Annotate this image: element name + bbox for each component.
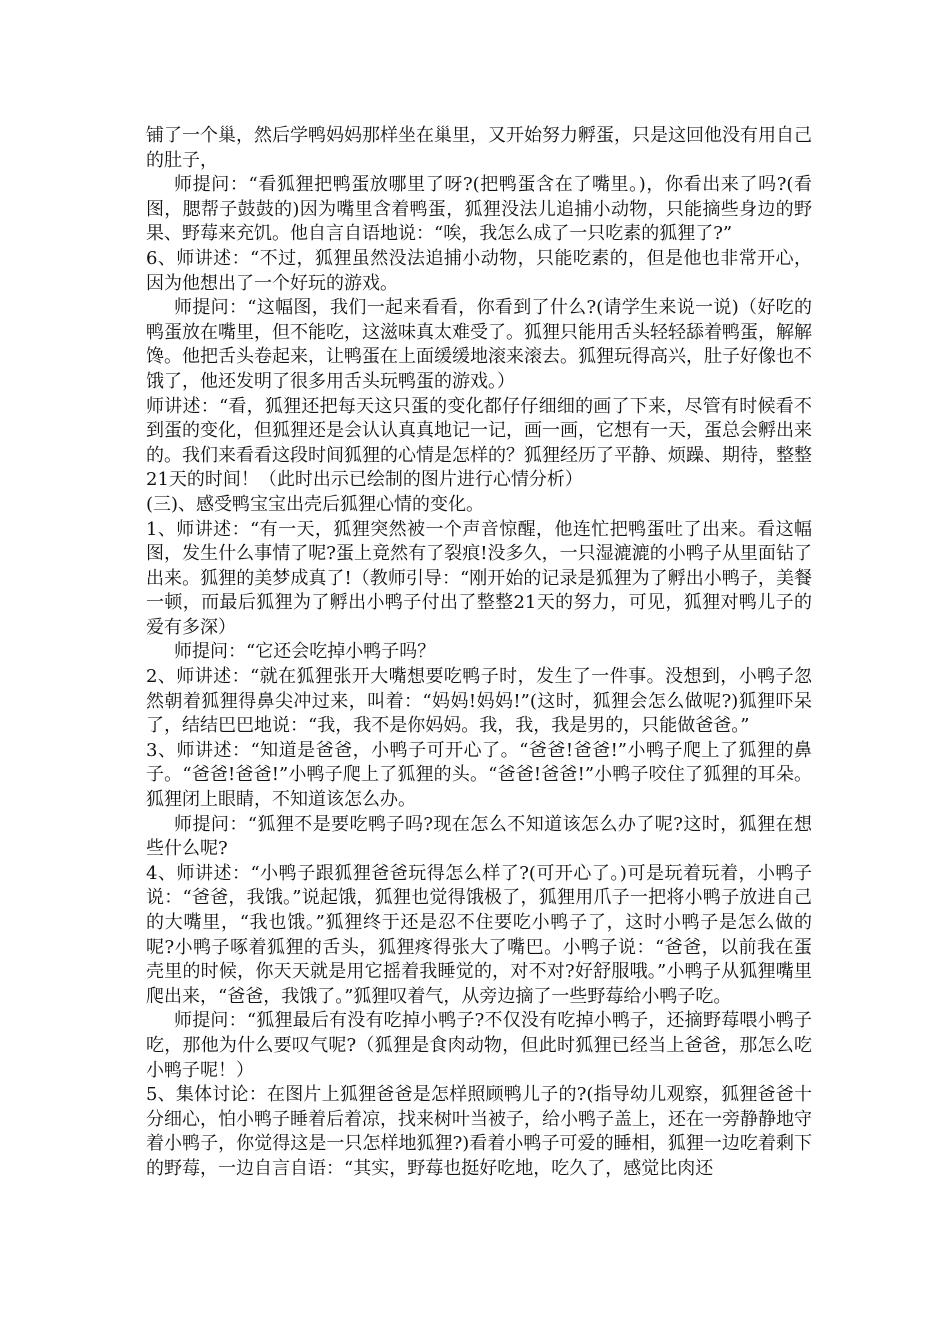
paragraph-13: 师提问：“狐狸最后有没有吃掉小鸭子?不仅没有吃掉小鸭子，还摘野莓喂小鸭子吃，那他为什么要叹气呢?（狐狸是食肉动物，但此时狐狸已经当上爸爸，那怎么吃小鸭子呢！） [146,1010,812,1081]
paragraph-7: 1、师讲述：“有一天，狐狸突然被一个声音惊醒，他连忙把鸭蛋吐了出来。看这幅图，发生什么事情了呢?蛋上竟然有了裂痕!没多久，一只湿漉漉的小鸭子从里面钻了出来。狐狸的美梦成真了!（教师引导：“刚开始的记录是狐狸为了孵出小鸭子，美餐一顿，而最后狐狸为了孵出小鸭子付出了整整21天的努力，可见，狐狸对鸭儿子的爱有多深） [146,518,812,638]
paragraph-10: 3、师讲述：“知道是爸爸，小鸭子可开心了。“爸爸!爸爸!”小鸭子爬上了狐狸的鼻子。“爸爸!爸爸!”小鸭子爬上了狐狸的头。“爸爸!爸爸!”小鸭子咬住了狐狸的耳朵。狐狸闭上眼睛，不知道该怎么办。 [146,739,812,811]
paragraph-8: 师提问：“它还会吃掉小鸭子吗？ [174,641,436,663]
paragraph-1: 铺了一个巢，然后学鸭妈妈那样坐在巢里，又开始努力孵蛋，只是这回他没有用自己的肚子， [146,125,812,171]
paragraph-3: 6、师讲述：“不过，狐狸虽然没法追捕小动物，只能吃素的，但是他也非常开心，因为他想出了一个好玩的游戏。 [146,247,812,294]
paragraph-2: 师提问：“看狐狸把鸭蛋放哪里了呀?(把鸭蛋含在了嘴里。)，你看出来了吗?(看图，腮帮子鼓鼓的)因为嘴里含着鸭蛋，狐狸没法儿追捕小动物，只能摘些身边的野果、野莓来充饥。他自言自语地说：“唉，我怎么成了一只吃素的狐狸了?” [146,174,812,245]
paragraph-11: 师提问：“狐狸不是要吃鸭子吗?现在怎么不知道该怎么办了呢?这时，狐狸在想些什么呢? [146,813,812,860]
paragraph-14: 5、集体讨论：在图片上狐狸爸爸是怎样照顾鸭儿子的?(指导幼儿观察，狐狸爸爸十分细心，怕小鸭子睡着后着凉，找来树叶当被子，给小鸭子盖上，还在一旁静静地守着小鸭子，你觉得这是一只怎样地狐狸?)看着小鸭子可爱的睡相，狐狸一边吃着剩下的野莓，一边自言自语：“其实，野莓也挺好吃地，吃久了，感觉比肉还 [146,1084,812,1179]
document-body [146,124,812,1182]
paragraph-9: 2、师讲述：“就在狐狸张开大嘴想要吃鸭子时，发生了一件事。没想到，小鸭子忽然朝着狐狸得鼻尖冲过来，叫着：“妈妈!妈妈!”(这时，狐狸会怎么做呢?)狐狸吓呆了，结结巴巴地说：“我，我不是你妈妈。我，我，我是男的，只能做爸爸。” [146,666,812,737]
paragraph-4: 师提问：“这幅图，我们一起来看看，你看到了什么?(请学生来说一说)（好吃的鸭蛋放在嘴里，但不能吃，这滋味真太难受了。狐狸只能用舌头轻轻舔着鸭蛋，解解馋。他把舌头卷起来，让鸭蛋在上面缓缓地滚来滚去。狐狸玩得高兴，肚子好像也不饿了，他还发明了很多用舌头玩鸭蛋的游戏。） [146,297,812,392]
paragraph-5: 师讲述：“看，狐狸还把每天这只蛋的变化都仔仔细细的画了下来，尽管有时候看不到蛋的变化，但狐狸还是会认认真真地记一记，画一画，它想有一天，蛋总会孵出来的。我们来看看这段时间狐狸的心情是怎样的？狐狸经历了平静、烦躁、期待，整整21天的时间！（此时出示已绘制的图片进行心情分析） [146,395,812,491]
paragraph-12: 4、师讲述：“小鸭子跟狐狸爸爸玩得怎么样了?(可开心了。)可是玩着玩着，小鸭子说：“爸爸，我饿。”说起饿，狐狸也觉得饿极了，狐狸用爪子一把将小鸭子放进自己的大嘴里，“我也饿。”狐狸终于还是忍不住要吃小鸭子了，这时小鸭子是怎么做的呢?小鸭子啄着狐狸的舌头，狐狸疼得张大了嘴巴。小鸭子说：“爸爸，以前我在蛋壳里的时候，你天天就是用它摇着我睡觉的，对不对?好舒服哦。”小鸭子从狐狸嘴里爬出来，“爸爸，我饿了。”狐狸叹着气，从旁边摘了一些野莓给小鸭子吃。 [146,862,812,1007]
section-heading: (三)、感受鸭宝宝出壳后狐狸心情的变化。 [146,493,485,515]
